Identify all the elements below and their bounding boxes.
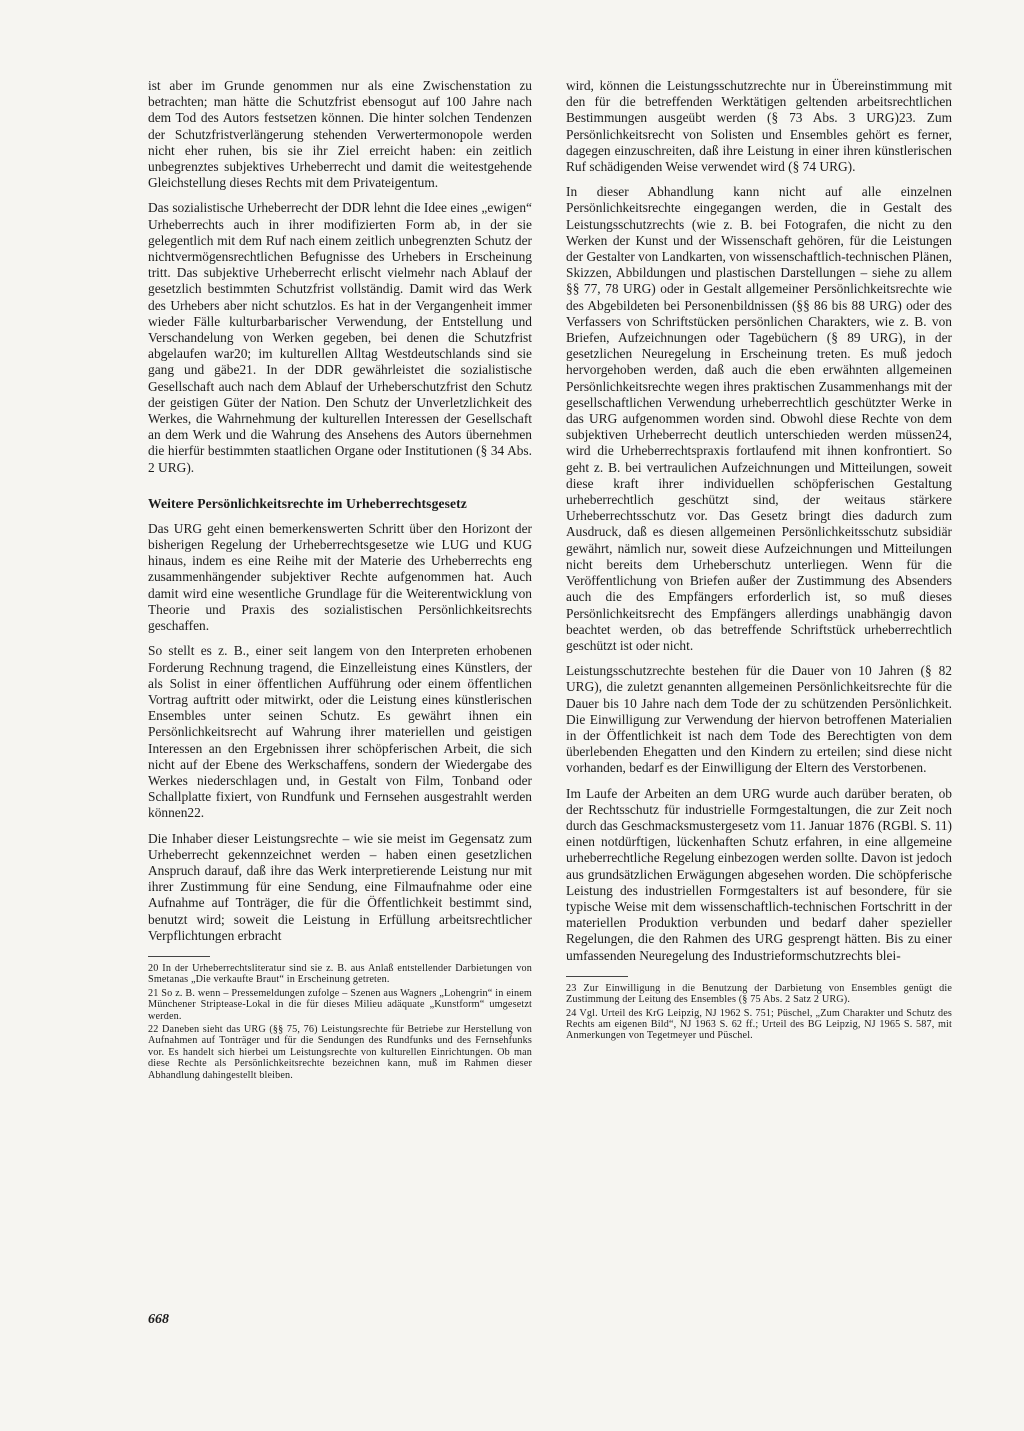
paragraph: ist aber im Grunde genommen nur als eine Zwischenstation zu betrachten; man hätte die Schutzfrist ebensogut auf 100 Jahre nach dem Tod des Autors festsetzen können. Die hinter solchen Tendenzen der Schutzfristverlängerung stehenden Verwertermonopole werden nicht eher ruhen, bis sie ihr Ziel erreicht haben: ein zeitlich unbegrenztes subjektives Urheberrecht und damit die weitestgehende Gleichstellung dieses Rechts mit dem Privateigentum. [148, 78, 532, 191]
footnote: 20 In der Urheberrechtsliteratur sind sie z. B. aus Anlaß entstellender Darbietungen von Smetanas „Die verkaufte Braut“ in Erscheinung getreten. [148, 962, 532, 986]
footnote: 23 Zur Einwilligung in die Benutzung der Darbietung von Ensembles genügt die Zustimmung der Leitung des Ensembles (§ 75 Abs. 2 Satz 2 URG). [566, 982, 952, 1006]
footnote: 24 Vgl. Urteil des KrG Leipzig, NJ 1962 S. 751; Püschel, „Zum Charakter und Schutz des Rechts am eigenen Bild“, NJ 1963 S. 62 ff.; Urteil des BG Leipzig, NJ 1965 S. 587, mit Anmerkungen von Tegetmeyer und Püschel. [566, 1007, 952, 1042]
paragraph: Leistungsschutzrechte bestehen für die Dauer von 10 Jahren (§ 82 URG), die zuletzt genannten allgemeinen Persönlichkeitsrechte für die Dauer bis 10 Jahre nach dem Tode der zu schützenden Persönlichkeit. Die Einwilligung zur Verwendung der hiervon betroffenen Materialien in der Öffentlichkeit ist nach dem Tode des Berechtigten von dem überlebenden Ehegatten und den Kindern zu erteilen; sind diese nicht vorhanden, bedarf es der Einwilligung der Eltern des Verstorbenen. [566, 663, 952, 776]
left-column [148, 78, 532, 1083]
footnote-divider [566, 976, 628, 977]
footnote: 22 Daneben sieht das URG (§§ 75, 76) Leistungsrechte für Betriebe zur Herstellung von Aufnahmen auf Tonträger und für die Sendungen des Rundfunks und des Fernsehfunks vor. Es handelt sich hierbei um Leistungsrechte von kulturellen Einrichtungen. Ob man diese Rechte als Persönlichkeitsrechte bezeichnen kann, muß im Rahmen dieser Abhandlung dahingestellt bleiben. [148, 1023, 532, 1081]
section-heading: Weitere Persönlichkeitsrechte im Urheberrechtsgesetz [148, 495, 467, 511]
paragraph: Im Laufe der Arbeiten an dem URG wurde auch darüber beraten, ob der Rechtsschutz für industrielle Formgestaltungen, die zur Zeit noch durch das Geschmacksmustergesetz vom 11. Januar 1876 (RGBl. S. 11) einen notdürftigen, lückenhaften Schutz erfahren, in eine allgemeine urheberrechtliche Regelung einbezogen werden sollte. Davon ist jedoch aus grundsätzlichen Erwägungen abgesehen worden. Die schöpferische Leistung des industriellen Formgestalters ist auf besondere, für sie typische Weise mit dem wissenschaftlich-technischen Fortschritt in der materiellen Produktion verbunden und bedarf daher spezieller Regelungen, die den Rahmen des URG gesprengt hätten. Bis zu einer umfassenden Neuregelung des Industrieformschutzrechts blei- [566, 785, 952, 963]
right-column [566, 78, 952, 1044]
paragraph: Das sozialistische Urheberrecht der DDR lehnt die Idee eines „ewigen“ Urheberrechts auch in ihrer modifizierten Form ab, in der sie gelegentlich mit dem Ruf nach einem zeitlich unbegrenzten Schutz der nichtvermögensrechtlichen Befugnisse des Urhebers in Erscheinung tritt. Das subjektive Urheberrecht erlischt vielmehr nach Ablauf der gesetzlich bestimmten Schutzfrist vollständig. Damit wird das Werk des Urhebers aber nicht schutzlos. Es hat in der Vergangenheit immer wieder Fälle kulturbarbarischer Verwendung, der Entstellung und Verschandelung von Werken gegeben, bei denen die Schutzfrist abgelaufen war20; im kulturellen Alltag Westdeutschlands sind sie gang und gäbe21. In der DDR gewährleistet die sozialistische Gesellschaft auch nach dem Ablauf der Urheberschutzfrist den Schutz der geistigen Güter der Nation. Den Schutz der Unverletzlichkeit des Werkes, die Wahrnehmung der kulturellen Interessen der Gesellschaft an dem Werk und die Wahrung des Ansehens des Autors übernehmen die hierfür bestimmten staatlichen Organe oder Institutionen (§ 34 Abs. 2 URG). [148, 200, 532, 475]
page-number: 668 [148, 1312, 169, 1327]
paragraph: So stellt es z. B., einer seit langem von den Interpreten erhobenen Forderung Rechnung tragend, die Einzelleistung eines Künstlers, der als Solist in einer öffentlichen Aufführung oder einem öffentlichen Vortrag auftritt oder mitwirkt, oder die Leistung eines künstlerischen Ensembles unter seinen Schutz. Es gewährt ihnen ein Persönlichkeitsrecht auf Wahrung ihrer materiellen und geistigen Interessen an den Ergebnissen ihrer schöpferischen Arbeit, die sich nicht auf der Ebene des Werkschaffens, sondern der Wiedergabe des Werkes niederschlagen und, in Gestalt von Film, Tonband oder Schallplatte fixiert, von Rundfunk und Fernsehen ausgestrahlt werden können22. [148, 643, 532, 821]
paragraph: In dieser Abhandlung kann nicht auf alle einzelnen Persönlichkeitsrechte eingegangen werden, die in Gestalt des Leistungsschutzrechts (wie z. B. bei Fotografen, die nicht zu den Werken der Kunst und der Wissenschaft gehören, für die Leistungen der Gestalter von Landkarten, von wissenschaftlich-technischen Plänen, Skizzen, Abbildungen und plastischen Darstellungen – siehe zu allem §§ 77, 78 URG) oder in Gestalt allgemeiner Persönlichkeitsrechte wie des Abgebildeten bei Personenbildnissen (§§ 86 bis 88 URG) oder des Verfassers von Schriftstücken persönlichen Charakters, wie z. B. von Briefen, Aufzeichnungen oder Tagebüchern (§ 89 URG), in der gesetzlichen Neuregelung in Erscheinung treten. Es muß jedoch hervorgehoben werden, daß auch die eben erwähnten allgemeinen Persönlichkeitsrechte wegen ihres praktischen Zusammenhangs mit der gesellschaftlichen Verwendung urheberrechtlich geschützter Werke in das URG aufgenommen worden sind. Obwohl diese Rechte von dem subjektiven Urheberrecht deutlich unterschieden werden müssen24, wird die Urheberrechtspraxis fortlaufend mit ihnen konfrontiert. So geht z. B. bei vertraulichen Aufzeichnungen und Mitteilungen, soweit diese kraft ihrer individuellen schöpferischen Gestaltung urheberrechtlich geschützt sind, der weitaus stärkere Urheberrechtsschutz vor. Das Gesetz bringt dies dadurch zum Ausdruck, daß es diesen allgemeinen Persönlichkeitsschutz subsidiär gewährt, nämlich nur, soweit diese Aufzeichnungen und Mitteilungen nicht bereits dem Urheberschutz unterliegen. Wenn für die Veröffentlichung von Briefen außer der Zustimmung des Absenders auch die des Empfängers erforderlich ist, so muß dieses Persönlichkeitsrecht des Empfängers allerdings unabhängig davon beachtet werden, ob das betreffende Schriftstück urheberrechtlich geschützt ist oder nicht. [566, 184, 952, 653]
paragraph: wird, können die Leistungsschutzrechte nur in Übereinstimmung mit den für die betreffenden Werktätigen geltenden arbeitsrechtlichen Bestimmungen ausgeübt werden (§ 73 Abs. 3 URG)23. Zum Persönlichkeitsrecht von Solisten und Ensembles gehört es ferner, dagegen einzuschreiten, daß ihre Leistung in einer ihren künstlerischen Ruf schädigenden Weise verwendet wird (§ 74 URG). [566, 78, 952, 175]
footnote: 21 So z. B. wenn – Pressemeldungen zufolge – Szenen aus Wagners „Lohengrin“ in einem Münchener Striptease-Lokal in die für dieses Milieu adäquate „Kunstform“ umgesetzt werden. [148, 987, 532, 1022]
paragraph: Die Inhaber dieser Leistungsrechte – wie sie meist im Gegensatz zum Urheberrecht gekennzeichnet werden – haben einen gesetzlichen Anspruch darauf, daß ihre das Werk interpretierende Leistung nur mit ihrer Zustimmung für eine Sendung, eine Filmaufnahme oder eine Aufnahme auf Tonträger, die für die Öffentlichkeit bestimmt sind, benutzt wird; soweit die Leistung in Erfüllung arbeitsrechtlicher Verpflichtungen erbracht [148, 830, 532, 943]
paragraph: Das URG geht einen bemerkenswerten Schritt über den Horizont der bisherigen Regelung der Urheberrechtsgesetze wie LUG und KUG hinaus, indem es eine Reihe mit der Materie des Urheberrechts eng zusammenhängender subjektiver Rechte aufgenommen hat. Auch damit wird eine wesentliche Grundlage für die Weiterentwicklung von Theorie und Praxis des sozialistischen Persönlichkeitsrechts geschaffen. [148, 520, 532, 634]
footnote-divider [148, 956, 210, 957]
